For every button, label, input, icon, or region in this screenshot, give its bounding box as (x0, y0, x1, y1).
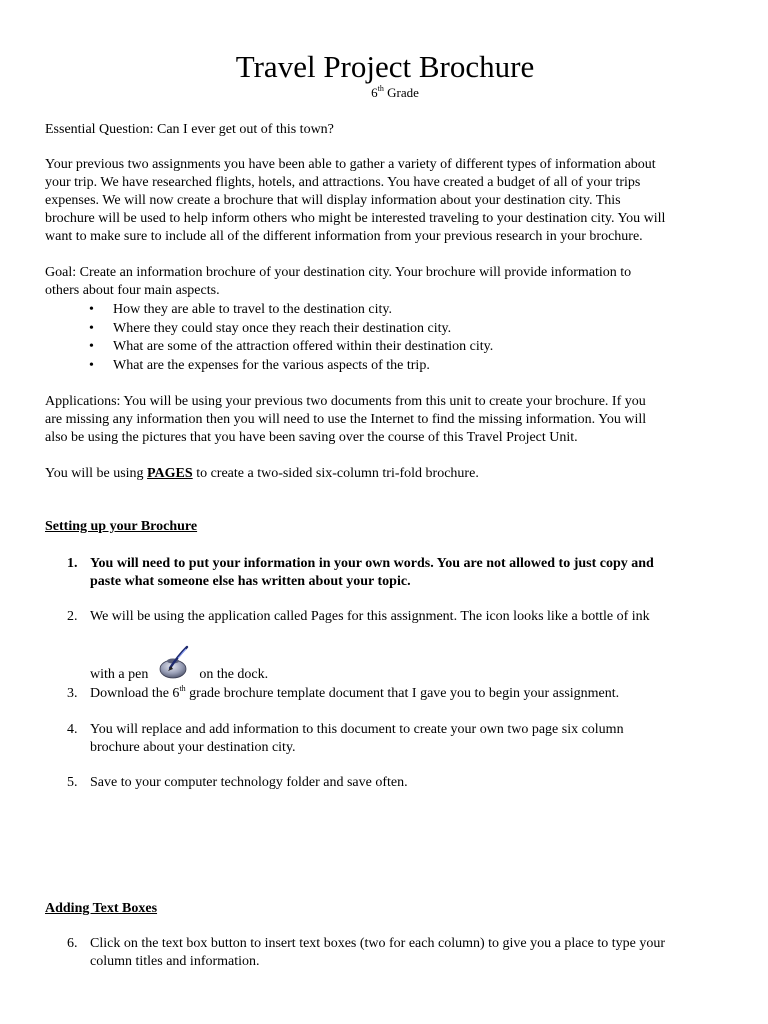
intro-paragraph (45, 156, 725, 246)
intro-line: expenses. We will now create a brochure that will display information about your destination city. This (45, 193, 621, 208)
pages-instruction (45, 465, 725, 483)
list-item (45, 320, 493, 339)
section-heading-setup: Setting up your Brochure (45, 519, 198, 534)
pages-app-icon (156, 644, 192, 680)
pages-line-before: You will be using (45, 466, 148, 481)
bullet-text: What are the expenses for the various aspects of the trip. (113, 357, 430, 373)
item-number: 1. (67, 556, 78, 571)
bullet-text: Where they could stay once they reach their destination city. (113, 320, 452, 336)
item-text: column titles and information. (90, 954, 260, 969)
grade-number: 6 (371, 85, 378, 100)
essential-question: Essential Question: Can I ever get out of this town? (45, 122, 334, 137)
item-text: Click on the text box button to insert text boxes (two for each column) to give you a place to type your (90, 936, 666, 951)
grade-suffix: th (377, 84, 384, 93)
item-number: 5. (67, 775, 78, 790)
item-text: paste what someone else has written about your topic. (90, 574, 411, 589)
grade-word: Grade (387, 85, 419, 100)
applications-line: also be using the pictures that you have been saving over the course of this Travel Project Unit. (45, 430, 578, 445)
pages-emphasis: PAGES (147, 466, 193, 481)
list-item (45, 357, 493, 376)
applications-line: are missing any information then you will need to use the Internet to find the missing information. You will (45, 412, 647, 427)
pages-line-after: to create a two-sided six-column tri-fold brochure. (192, 466, 479, 481)
item-text: on the dock. (199, 667, 269, 682)
item-text: We will be using the application called Pages for this assignment. The icon looks like a bottle of ink (90, 609, 650, 624)
document-title: Travel Project Brochure (235, 49, 535, 84)
goal-line: others about four main aspects. (45, 283, 220, 298)
item-text: with a pen (90, 667, 149, 682)
bullet-icon: • (89, 339, 94, 355)
goal-paragraph (45, 264, 725, 300)
goal-line: Goal: Create an information brochure of your destination city. Your brochure will provide information to (45, 265, 632, 280)
item-text: Save to your computer technology folder and save often. (90, 775, 408, 790)
intro-line: your trip. We have researched flights, hotels, and attractions. You have created a budget of all of your trips (45, 175, 641, 190)
intro-line: brochure will be used to help inform others who might be interested traveling to your destination city. You will (45, 211, 666, 226)
intro-line: want to make sure to include all of the different information from your previous research in your brochure. (45, 229, 643, 244)
section-heading-text-boxes: Adding Text Boxes (45, 901, 158, 916)
item-text: grade brochure template document that I gave you to begin your assignment. (185, 686, 620, 701)
item-text: Download the 6 (90, 686, 180, 701)
goal-bullet-list (45, 301, 493, 375)
item-number: 2. (67, 609, 78, 624)
list-item (45, 301, 493, 320)
list-item (45, 338, 493, 357)
applications-line: Applications: You will be using your previous two documents from this unit to create your brochure. If you (45, 394, 646, 409)
intro-line: Your previous two assignments you have been able to gather a variety of different types of information about (45, 157, 656, 172)
bullet-icon: • (89, 357, 94, 373)
bullet-icon: • (89, 320, 94, 336)
item-number: 6. (67, 936, 78, 951)
item-text: You will need to put your information in your own words. You are not allowed to just copy and (90, 556, 654, 571)
item-number: 4. (67, 722, 78, 737)
item-text: You will replace and add information to this document to create your own two page six column (90, 722, 624, 737)
item-sup: th (179, 684, 186, 693)
bullet-icon: • (89, 302, 94, 317)
item-text: brochure about your destination city. (90, 740, 296, 755)
item-number: 3. (67, 686, 78, 701)
bullet-text: What are some of the attraction offered within their destination city. (113, 339, 494, 355)
applications-paragraph (45, 393, 725, 447)
grade-subtitle (45, 84, 745, 102)
bullet-text: How they are able to travel to the destination city. (113, 302, 393, 317)
